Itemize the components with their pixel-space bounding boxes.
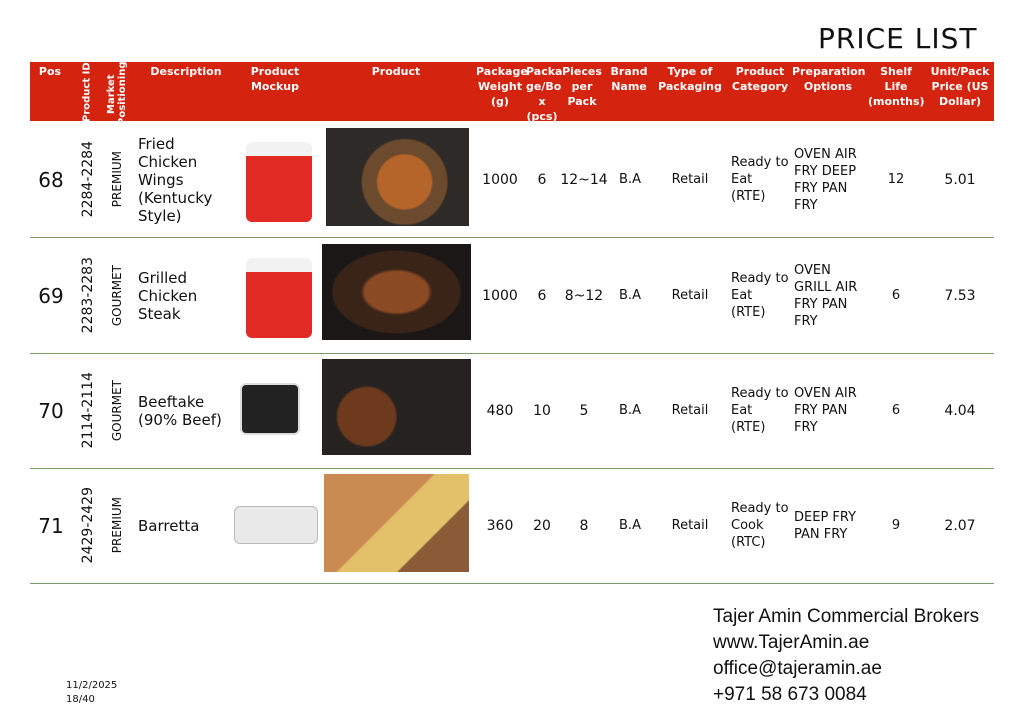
row-pieces: 8~12 [564, 287, 604, 304]
row-brand: B.A [619, 518, 641, 533]
company-contact [713, 604, 979, 708]
row-preparation: OVEN AIR FRY PAN FRY [794, 386, 857, 435]
row-shelf-life: 6 [891, 288, 901, 303]
row-category: Ready to Eat (RTE) [731, 386, 789, 435]
product-photo [326, 128, 469, 226]
table-row [30, 238, 994, 354]
page-title: PRICE LIST [818, 22, 978, 55]
row-category: Ready to Cook (RTC) [731, 501, 789, 550]
row-positioning: GOURMET [110, 264, 124, 327]
col-preparation-options: Preparation Options [792, 65, 866, 93]
row-weight: 1000 [482, 171, 518, 188]
row-pos: 69 [38, 283, 64, 308]
row-product-id: 2284-2284 [80, 141, 96, 218]
row-box: 20 [533, 517, 551, 534]
table-row [30, 122, 994, 238]
table-header [30, 62, 994, 126]
row-box: 6 [537, 287, 547, 304]
page-number: 18/40 [66, 694, 95, 705]
row-description: Fried Chicken Wings (Kentucky Style) [138, 134, 213, 225]
row-price: 7.53 [944, 287, 976, 304]
col-shelf-life: Shelf Life (months) [868, 65, 925, 108]
row-shelf-life: 12 [887, 172, 905, 187]
col-product-mockup: Product Mockup [250, 65, 300, 93]
row-positioning: PREMIUM [110, 497, 124, 554]
product-photo [322, 359, 471, 455]
col-brand-name: Brand Name [610, 65, 648, 93]
col-market-positioning: Market Positioning [106, 62, 128, 126]
col-package-box: Packa ge/Bo x (pcs) [526, 65, 563, 123]
row-product-id: 2429-2429 [80, 487, 96, 564]
col-pieces-per-pack: Pieces per Pack [562, 65, 602, 108]
product-mockup-image [246, 142, 312, 222]
row-category: Ready to Eat (RTE) [731, 271, 789, 320]
col-type-of-packaging: Type of Packaging [658, 65, 722, 93]
company-phone: +971 58 673 0084 [713, 684, 867, 705]
row-packaging: Retail [671, 518, 709, 533]
row-pieces: 5 [579, 402, 589, 419]
row-weight: 1000 [482, 287, 518, 304]
col-product-id: Product ID [81, 62, 93, 122]
row-pos: 70 [38, 398, 64, 423]
table-row [30, 353, 994, 469]
product-mockup-image [240, 383, 300, 435]
document-date: 11/2/2025 [66, 680, 118, 691]
product-mockup-image [246, 258, 312, 338]
col-product: Product [371, 65, 421, 78]
row-price: 4.04 [944, 402, 976, 419]
company-email[interactable]: office@tajeramin.ae [713, 658, 882, 679]
row-description: Grilled Chicken Steak [138, 268, 198, 323]
row-preparation: OVEN GRILL AIR FRY PAN FRY [794, 262, 858, 329]
row-pieces: 8 [579, 517, 589, 534]
row-price: 5.01 [944, 171, 976, 188]
row-brand: B.A [619, 288, 641, 303]
row-box: 10 [533, 402, 551, 419]
row-pieces: 12~14 [560, 171, 608, 188]
row-positioning: PREMIUM [110, 151, 124, 208]
row-shelf-life: 6 [891, 403, 901, 418]
col-pos: Pos [38, 65, 62, 78]
product-mockup-image [234, 506, 318, 544]
table-row [30, 468, 994, 584]
col-product-category: Product Category [731, 65, 789, 93]
row-brand: B.A [619, 172, 641, 187]
row-pos: 71 [38, 513, 64, 538]
row-weight: 480 [486, 402, 514, 419]
row-packaging: Retail [671, 172, 709, 187]
company-name: Tajer Amin Commercial Brokers [713, 606, 980, 627]
product-photo [324, 474, 469, 572]
row-price: 2.07 [944, 517, 976, 534]
row-weight: 360 [486, 517, 514, 534]
row-positioning: GOURMET [110, 379, 124, 442]
row-preparation: OVEN AIR FRY DEEP FRY PAN FRY [794, 146, 857, 213]
row-product-id: 2283-2283 [80, 257, 96, 334]
row-box: 6 [537, 171, 547, 188]
row-brand: B.A [619, 403, 641, 418]
row-packaging: Retail [671, 403, 709, 418]
col-unit-price: Unit/Pack Price (US Dollar) [930, 65, 990, 108]
company-website[interactable]: www.TajerAmin.ae [713, 632, 870, 653]
row-description: Beeftake (90% Beef) [138, 392, 222, 429]
row-packaging: Retail [671, 288, 709, 303]
row-product-id: 2114-2114 [80, 372, 96, 449]
row-preparation: DEEP FRY PAN FRY [794, 509, 857, 542]
row-shelf-life: 9 [891, 518, 901, 533]
col-package-weight: Package Weight (g) [476, 65, 528, 108]
row-description: Barretta [138, 516, 200, 535]
row-pos: 68 [38, 167, 64, 192]
page-footer [66, 679, 117, 707]
row-category: Ready to Eat (RTE) [731, 155, 789, 204]
product-photo [322, 244, 471, 340]
col-description: Description [150, 65, 222, 78]
